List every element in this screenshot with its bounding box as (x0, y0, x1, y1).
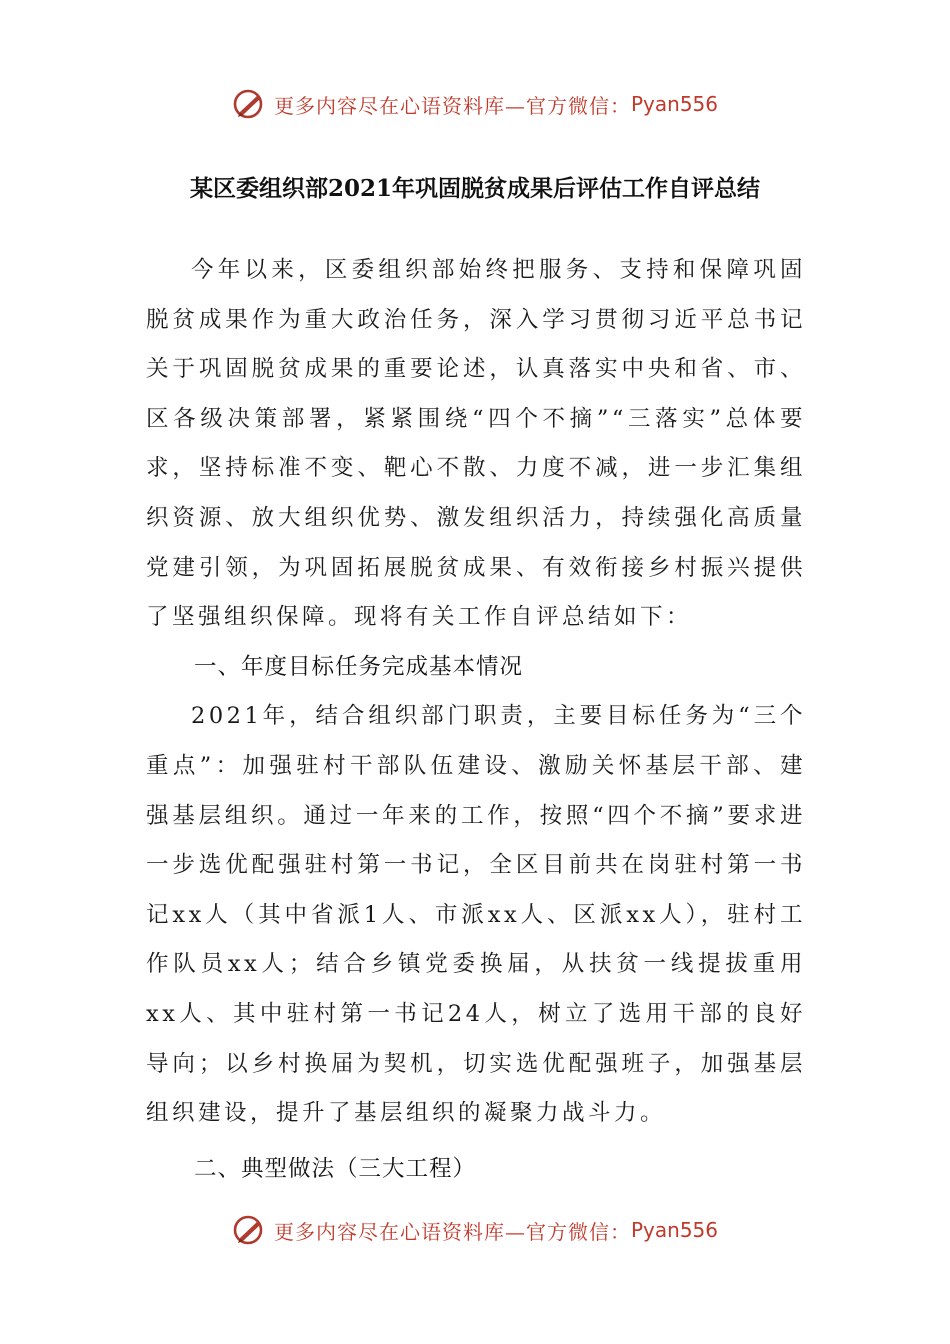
pen-circle-logo-icon (232, 87, 266, 121)
watermark-text: 更多内容尽在心语资料库—官方微信： (273, 93, 631, 118)
watermark-bottom (0, 1210, 950, 1250)
watermark-handle: Pyan556 (630, 1218, 718, 1242)
document-body (146, 246, 806, 1194)
watermark-handle: Pyan556 (630, 92, 718, 116)
document-title: 某区委组织部2021年巩固脱贫成果后评估工作自评总结 (189, 175, 760, 202)
watermark-top (0, 84, 950, 124)
watermark-text: 更多内容尽在心语资料库—官方微信： (273, 1219, 631, 1244)
pen-circle-logo-icon (232, 1213, 266, 1247)
section-1-paragraph: 2021年，结合组织部门职责，主要目标任务为“三个重点”：加强驻村干部队伍建设、激励关怀基层干部、建强基层组织。通过一年来的工作，按照“四个不摘”要求进一步选优配强驻村第一书记，全区目前共在岗驻村第一书记xx人（其中省派1人、市派xx人、区派xx人），驻村工作队员xx人；结合乡镇党委换届，从扶贫一线提拔重用xx人、其中驻村第一书记24人，树立了选用干部的良好导向；以乡村换届为契机，切实选优配强班子，加强基层组织建设，提升了基层组织的凝聚力战斗力。 (146, 703, 806, 1127)
intro-paragraph: 今年以来，区委组织部始终把服务、支持和保障巩固脱贫成果作为重大政治任务，深入学习贯彻习近平总书记关于巩固脱贫成果的重要论述，认真落实中央和省、市、区各级决策部署，紧紧围绕“四个不摘”“三落实”总体要求，坚持标准不变、靶心不散、力度不减，进一步汇集组织资源、放大组织优势、激发组织活力，持续强化高质量党建引领，为巩固拓展脱贫成果、有效衔接乡村振兴提供了坚强组织保障。现将有关工作自评总结如下： (146, 257, 806, 631)
section-heading-1: 一、年度目标任务完成基本情况 (194, 653, 524, 680)
section-heading-2: 二、典型做法（三大工程） (194, 1155, 477, 1182)
